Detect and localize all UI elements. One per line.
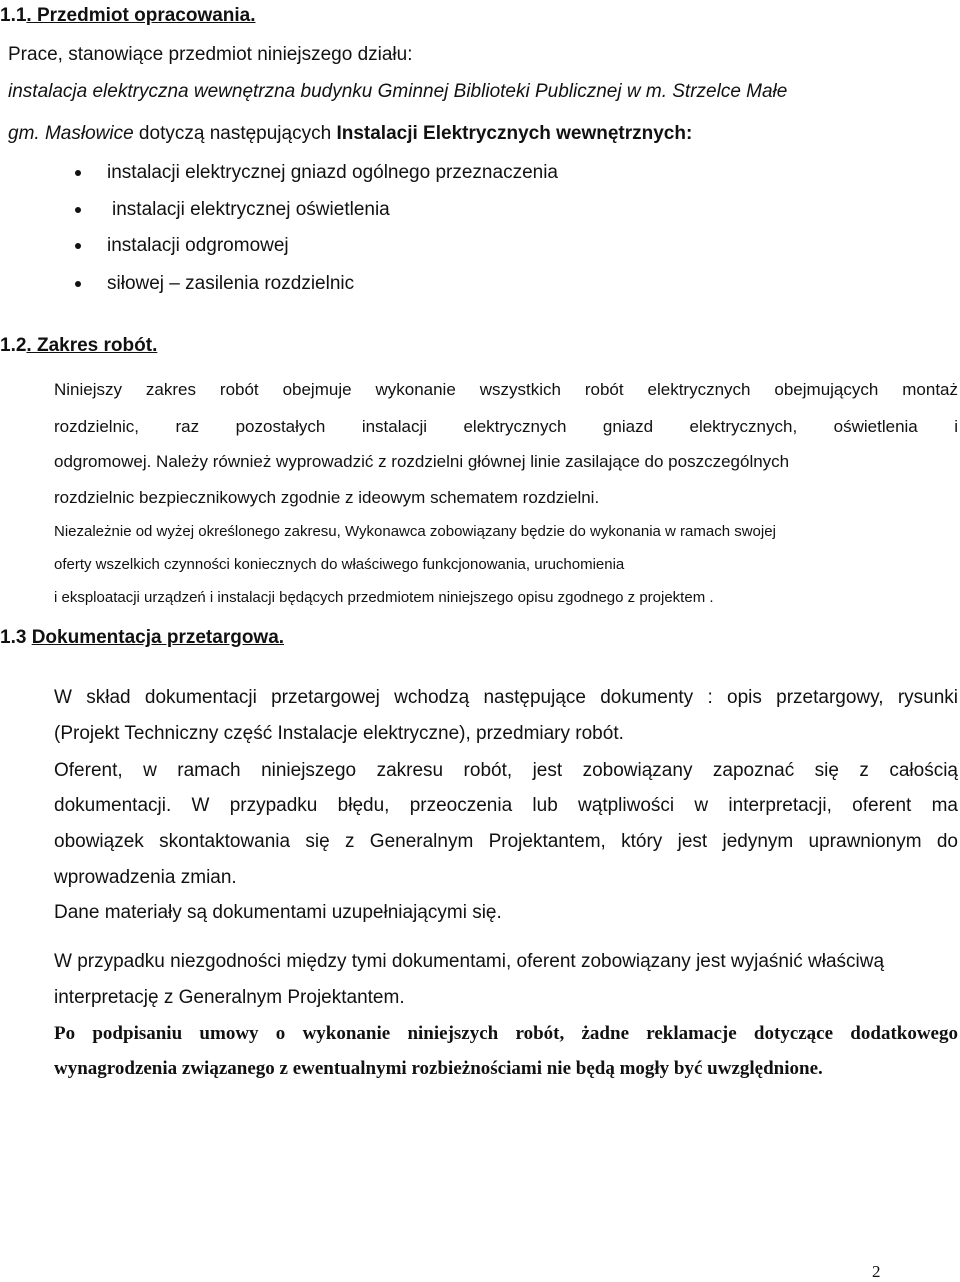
dok-bold-line: Po podpisaniu umowy o wykonanie niniejszych robót, żadne reklamacje dotyczące dodatkowego [54, 1023, 958, 1044]
dok-line: W skład dokumentacji przetargowej wchodzą następujące dokumenty : opis przetargowy, rysunki [54, 687, 958, 708]
bullet-dot [75, 207, 81, 213]
zakres-line: Niezależnie od wyżej określonego zakresu, Wykonawca zobowiązany będzie do wykonania w ramach swojej [54, 523, 776, 540]
dok-bold-line: wynagrodzenia związanego z ewentualnymi rozbieżnościami nie będą mogły być uwzględnione. [54, 1058, 823, 1079]
bullet-dot [75, 243, 81, 249]
section-number: 1.2 [0, 335, 27, 356]
dok-line: obowiązek skontaktowania się z Generalnym Projektantem, który jest jedynym uprawnionym do [54, 831, 958, 852]
bullet-item: instalacji odgromowej [107, 235, 289, 256]
intro-line-3 [8, 124, 692, 143]
dok-line: interpretację z Generalnym Projektantem. [54, 987, 405, 1008]
dok-line: wprowadzenia zmian. [54, 867, 237, 888]
zakres-line: i eksploatacji urządzeń i instalacji będących przedmiotem niniejszego opisu zgodnego z projektem . [54, 589, 714, 606]
dok-line: dokumentacji. W przypadku błędu, przeoczenia lub wątpliwości w interpretacji, oferent ma [54, 795, 958, 816]
zakres-line: rozdzielnic, raz pozostałych instalacji elektrycznych gniazd elektrycznych, oświetlenia i [54, 417, 958, 436]
page-number: 2 [872, 1262, 881, 1281]
zakres-line: odgromowej. Należy również wyprowadzić z rozdzielni głównej linie zasilające do poszczególnych [54, 452, 790, 471]
intro-location: gm. Masłowice [8, 123, 134, 144]
section-heading-1-2 [0, 336, 157, 355]
zakres-line: Niniejszy zakres robót obejmuje wykonanie wszystkich robót elektrycznych obejmujących montaż [54, 380, 958, 399]
section-title: . Zakres robót. [26, 335, 158, 356]
intro-connector: dotyczą następujących [133, 123, 337, 144]
intro-installations: Instalacji Elektrycznych wewnętrznych: [336, 123, 693, 144]
zakres-line: rozdzielnic bezpiecznikowych zgodnie z ideowym schematem rozdzielni. [54, 488, 600, 507]
dok-line: (Projekt Techniczny część Instalacje elektryczne), przedmiary robót. [54, 723, 624, 744]
section-title: Dokumentacja przetargowa. [31, 627, 285, 648]
bullet-dot [75, 281, 81, 287]
section-heading-1-1 [0, 6, 256, 25]
section-title: . Przedmiot opracowania. [26, 5, 256, 26]
dok-line: Oferent, w ramach niniejszego zakresu robót, jest zobowiązany zapoznać się z całością [54, 760, 958, 781]
intro-line-2: instalacja elektryczna wewnętrzna budynku Gminnej Biblioteki Publicznej w m. Strzelce Małe [8, 81, 788, 102]
intro-line-1: Prace, stanowiące przedmiot niniejszego działu: [8, 44, 413, 65]
dok-line: W przypadku niezgodności między tymi dokumentami, oferent zobowiązany jest wyjaśnić właściwą [54, 951, 885, 972]
section-number: 1.1 [0, 5, 27, 26]
dok-line: Dane materiały są dokumentami uzupełniającymi się. [54, 902, 502, 923]
bullet-item: instalacji elektrycznej oświetlenia [112, 199, 390, 220]
section-heading-1-3 [0, 628, 284, 647]
section-number: 1.3 [0, 627, 27, 648]
bullet-dot [75, 170, 81, 176]
zakres-line: oferty wszelkich czynności koniecznych do właściwego funkcjonowania, uruchomienia [54, 556, 625, 573]
bullet-item: siłowej – zasilenia rozdzielnic [107, 273, 355, 294]
bullet-item: instalacji elektrycznej gniazd ogólnego przeznaczenia [107, 162, 558, 183]
